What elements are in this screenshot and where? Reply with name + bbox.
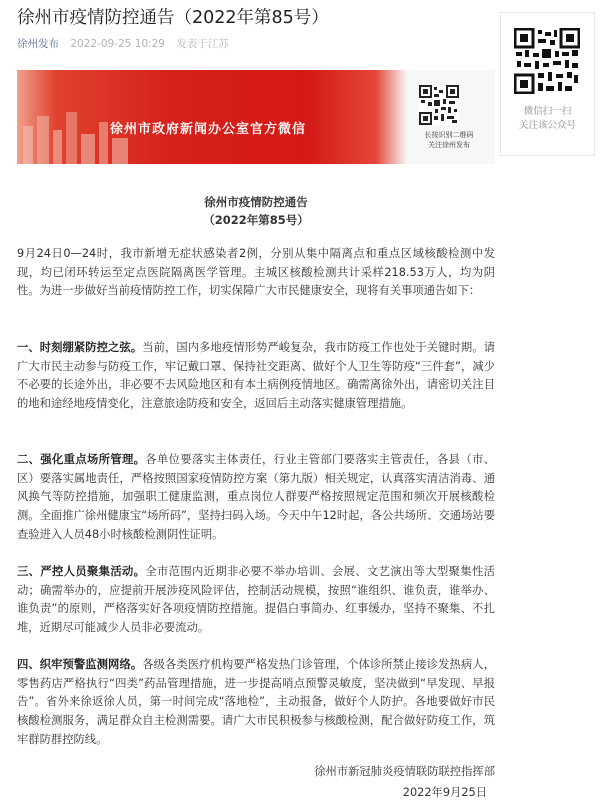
notice-signature-block [314,763,495,799]
account-name-link[interactable]: 徐州发布 [17,38,59,50]
banner-qr-caption-line1: 长按识别二维码 [424,131,474,139]
section-2-paragraph [17,451,495,545]
qr-code-icon [514,28,580,94]
section-4-paragraph [17,656,495,750]
section-2-body: 各单位要落实主体责任，行业主管部门要落实主管责任，各县（市、区）要落实属地责任，严格按照国家疫情防控方案（第九版）相关规定，认真落实清洁消毒、通风换气等防控措施，加强职工健康监测，重点岗位人群要严格按照规定范围和频次开展核酸检测。全面推广徐州健康宝“场所码”，坚持扫码入场。今天中午12时起，各公共场所、交通场站要查验进入人员48小时核酸检测阴性证明。 [17,453,495,541]
follow-qr-panel [500,12,595,156]
section-4-body: 各级各类医疗机构要严格发热门诊管理，个体诊所禁止接诊发热病人，零售药店严格执行“四类”药品管理措施，进一步提高哨点预警灵敏度，坚决做到“早发现、早报告”。省外来徐返徐人员，第一时间完成“落地检”，主动报备，做好个人防护。各地要做好市民核酸检测服务，满足群众自主检测需要。请广大市民积极参与核酸检测，配合做好防疫工作，筑牢群防群控防线。 [17,658,495,746]
signature-date: 2022年9月25日 [402,786,487,799]
follow-qr-code[interactable] [514,28,580,94]
article-meta [17,37,229,51]
notice-title: 徐州市疫情防控通告 [204,195,308,209]
section-3-heading: 三、严控人员聚集活动。 [17,565,146,578]
section-4-heading: 四、织牢预警监测网络。 [17,658,143,671]
banner-text: 徐州市政府新闻办公室官方微信 [110,122,307,137]
follow-qr-caption [501,105,594,133]
section-3-body: 全市范围内近期非必要不举办培训、会展、文艺演出等大型聚集性活动；确需举办的，应提前开展涉疫风险评估，控制活动规模，按照“谁组织、谁负责，谁举办、谁负责”的原则，严格落实好各项疫情防控措施。提倡白事简办、红事缓办，坚持不聚集、不扎堆，近期尽可能减少人员非必要流动。 [17,565,495,635]
follow-qr-caption-line1: 微信扫一扫 [523,106,572,117]
qr-code-icon [419,85,459,125]
publish-location: 发表于江苏 [176,38,229,50]
section-1-paragraph [17,339,495,414]
header-banner-image [17,70,495,164]
section-3-paragraph [17,563,495,638]
banner-qr-caption-line2: 关注徐州发布 [428,141,470,149]
follow-qr-caption-line2: 关注该公众号 [518,120,576,131]
section-1-body: 当前，国内多地疫情形势严峻复杂，我市防疫工作也处于关键时期。请广大市民主动参与防疫工作，牢记戴口罩、保持社交距离、做好个人卫生等防疫“三件套”，减少不必要的长途外出，非必要不去风险地区和有本土病例疫情地区。确需离徐外出，请密切关注目的地和途经地疫情变化，注意旅途防疫和安全，返回后主动落实健康管理措施。 [17,341,495,411]
banner-qr-caption [409,130,489,150]
publish-time: 2022-09-25 10:29 [70,38,165,50]
banner-qr-code [419,85,459,125]
section-1-heading: 一、时刻绷紧防控之弦。 [17,341,143,354]
section-2-heading: 二、强化重点场所管理。 [17,453,146,466]
article-title: 徐州市疫情防控通告（2022年第85号） [17,8,329,28]
notice-subtitle: （2022年第85号） [203,213,309,227]
signature-organization: 徐州市新冠肺炎疫情联防联控指挥部 [314,765,495,778]
intro-paragraph: 9月24日0—24时，我市新增无症状感染者2例，分别从集中隔离点和重点区域核酸检测中发现，均已闭环转运至定点医院隔离医学管理。主城区核酸检测共计采样218.53万人，均为阴性。为进一步做好当前疫情防控工作，切实保障广大市民健康安全，现将有关事项通告如下： [17,247,495,298]
